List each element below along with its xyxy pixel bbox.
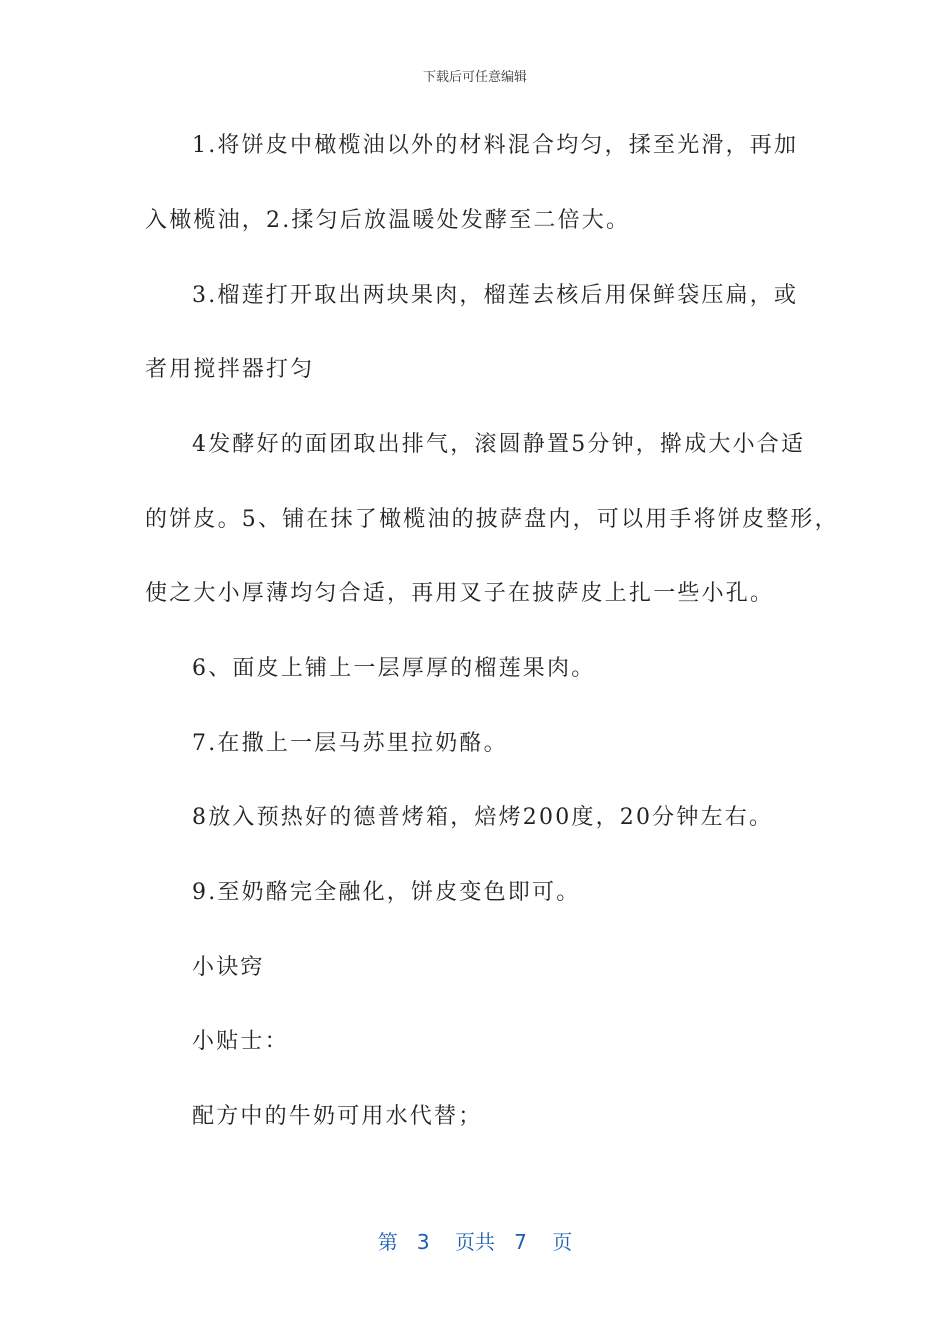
section-heading: 小贴士： [192, 1029, 289, 1054]
footer-page-number: 3 [416, 1230, 430, 1254]
paragraph-line: 使之大小厚薄均匀合适，再用叉子在披萨皮上扎一些小孔。 [145, 581, 775, 606]
section-heading: 小诀窍 [192, 955, 265, 980]
footer-total-pages: 7 [514, 1230, 527, 1254]
footer-middle: 页共 [455, 1230, 495, 1254]
paragraph-line: 9.至奶酪完全融化，饼皮变色即可。 [192, 880, 581, 905]
paragraph-line: 3.榴莲打开取出两块果肉，榴莲去核后用保鲜袋压扁，或 [192, 283, 799, 308]
paragraph-line: 者用搅拌器打匀 [145, 357, 315, 382]
paragraph-line: 7.在撒上一层马苏里拉奶酪。 [192, 731, 508, 756]
page-footer [0, 1226, 950, 1255]
paragraph-line: 6、面皮上铺上一层厚厚的榴莲果肉。 [192, 656, 596, 681]
paragraph-line: 8放入预热好的德普烤箱，焙烤200度，20分钟左右。 [192, 805, 774, 830]
paragraph-line: 1.将饼皮中橄榄油以外的材料混合均匀，揉至光滑，再加 [192, 133, 799, 158]
paragraph-line: 4发酵好的面团取出排气，滚圆静置5分钟，擀成大小合适 [192, 432, 806, 457]
paragraph-line: 配方中的牛奶可用水代替； [192, 1104, 483, 1129]
paragraph-line: 的饼皮。5、铺在抹了橄榄油的披萨盘内，可以用手将饼皮整形， [145, 507, 839, 532]
footer-prefix: 第 [377, 1230, 398, 1254]
download-note: 下载后可任意编辑 [422, 70, 527, 85]
footer-suffix: 页 [552, 1230, 573, 1254]
paragraph-line: 入橄榄油，2.揉匀后放温暖处发酵至二倍大。 [145, 208, 631, 233]
